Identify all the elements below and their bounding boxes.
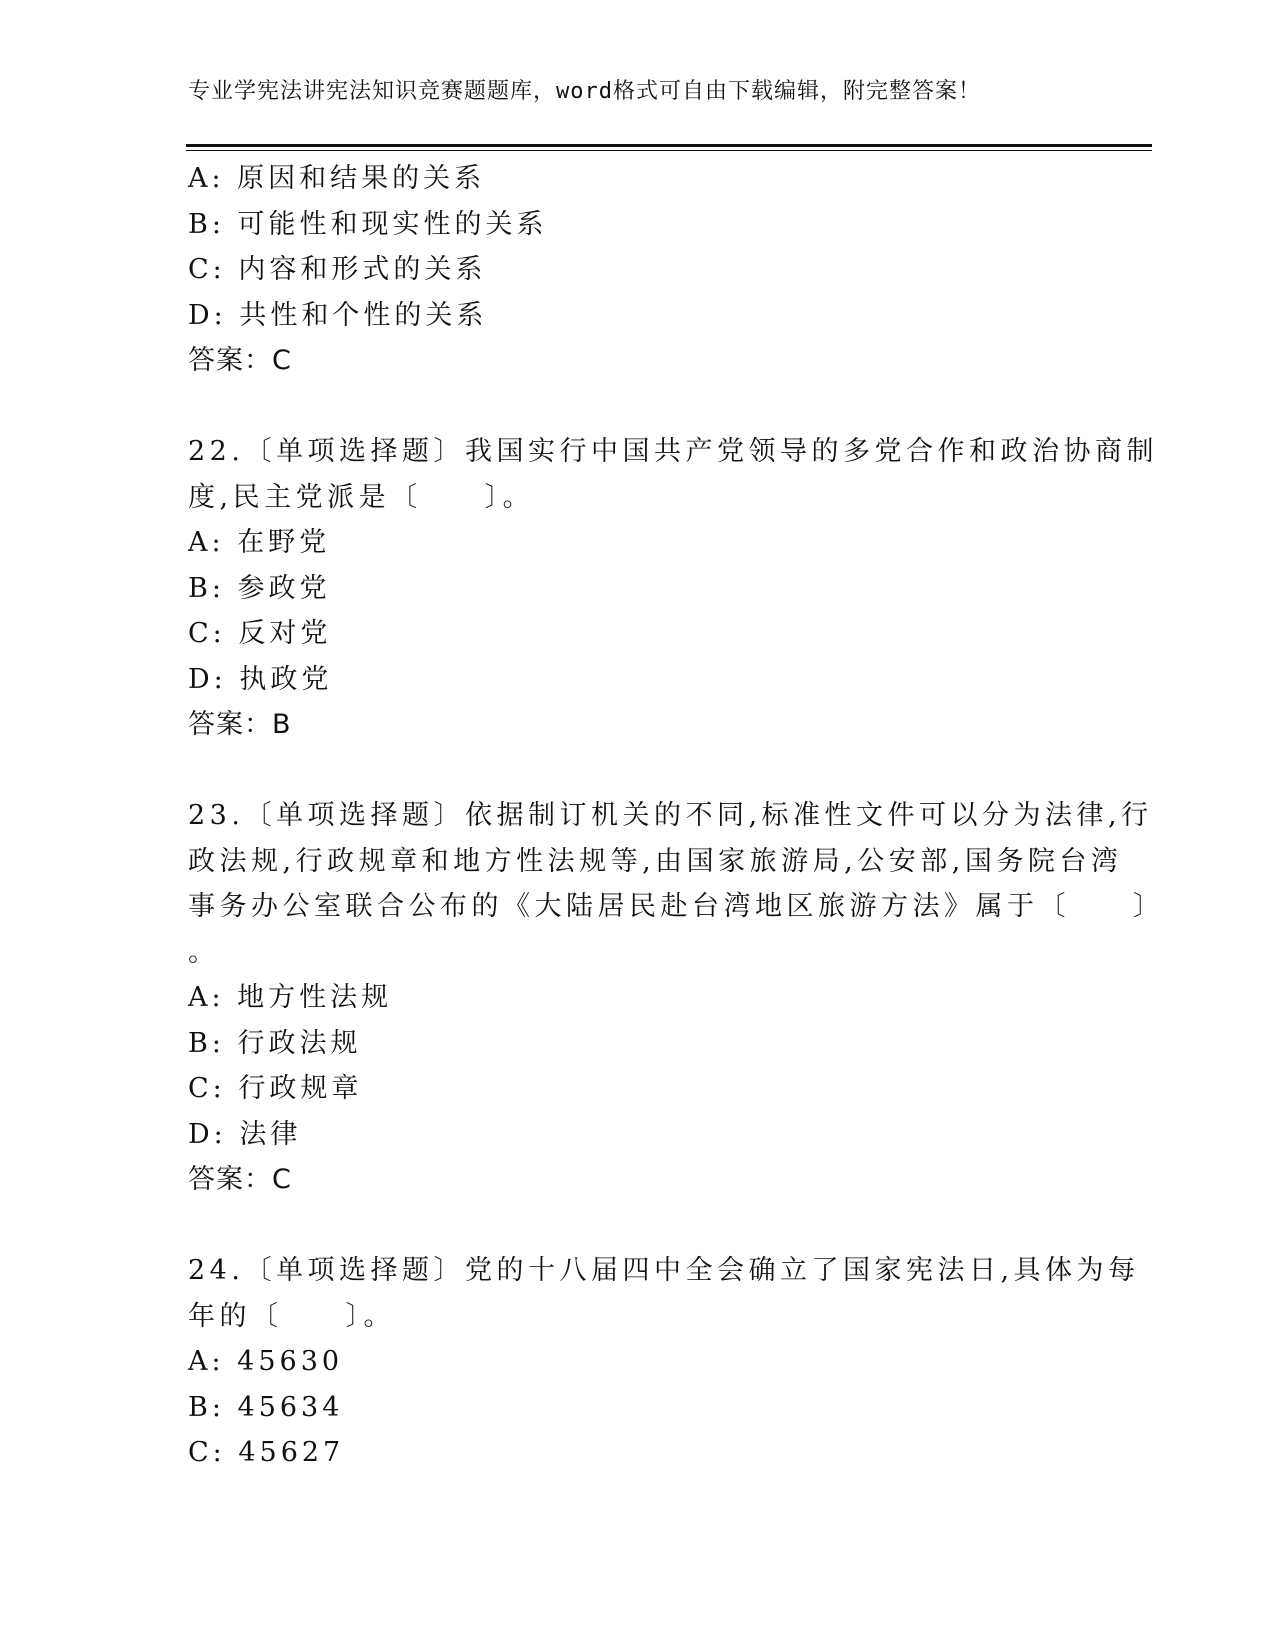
option-c: C: 行政规章 [188,1073,363,1104]
stem-line: 政法规,行政规章和地方性法规等,由国家旅游局,公安部,国务院台湾 [188,845,1123,877]
option-a: A: 45630 [188,1346,344,1377]
option-c: C: 反对党 [188,618,332,649]
option-a: A: 原因和结果的关系 [188,163,486,194]
header-rule-thick [186,144,1152,147]
question-23 [188,793,1165,1203]
option-d: D: 法律 [188,1118,302,1150]
question-stem [188,1248,1140,1339]
answer: 答案：C [188,1164,292,1195]
question-stem [188,793,1165,975]
question-21 [188,156,1088,384]
option-d: D: 执政党 [188,663,333,695]
stem-line: 事务办公室联合公布的《大陆居民赴台湾地区旅游方法》属于〔 〕 [188,891,1165,922]
answer: 答案：C [188,345,292,376]
spacer [188,748,1088,794]
stem-line: 22.〔单项选择题〕我国实行中国共产党领导的多党合作和政治协商制 [188,436,1158,467]
option-b: B: 可能性和现实性的关系 [188,208,548,240]
header-rule-thin [186,150,1152,151]
option-a: A: 地方性法规 [188,982,393,1013]
page-header: 专业学宪法讲宪法知识竞赛题题库，word格式可自由下载编辑，附完整答案！ [188,79,981,104]
option-a: A: 在野党 [188,527,331,558]
stem-line: 24.〔单项选择题〕党的十八届四中全会确立了国家宪法日,具体为每 [188,1255,1140,1286]
question-stem [188,429,1158,520]
stem-line: 度,民主党派是〔 〕。 [188,481,535,513]
option-b: B: 行政法规 [188,1027,362,1059]
spacer [188,384,1088,430]
option-c: C: 内容和形式的关系 [188,254,487,285]
option-c: C: 45627 [188,1437,345,1468]
question-22 [188,429,1158,748]
option-b: B: 45634 [188,1391,344,1423]
question-list [188,156,1165,1476]
stem-line: 年的〔 〕。 [188,1300,395,1332]
spacer [188,1203,1088,1249]
question-24 [188,1248,1140,1476]
option-d: D: 共性和个性的关系 [188,299,488,331]
option-b: B: 参政党 [188,572,331,604]
stem-line: 。 [188,936,220,968]
stem-line: 23.〔单项选择题〕依据制订机关的不同,标准性文件可以分为法律,行 [188,800,1153,831]
answer: 答案：B [188,709,292,740]
